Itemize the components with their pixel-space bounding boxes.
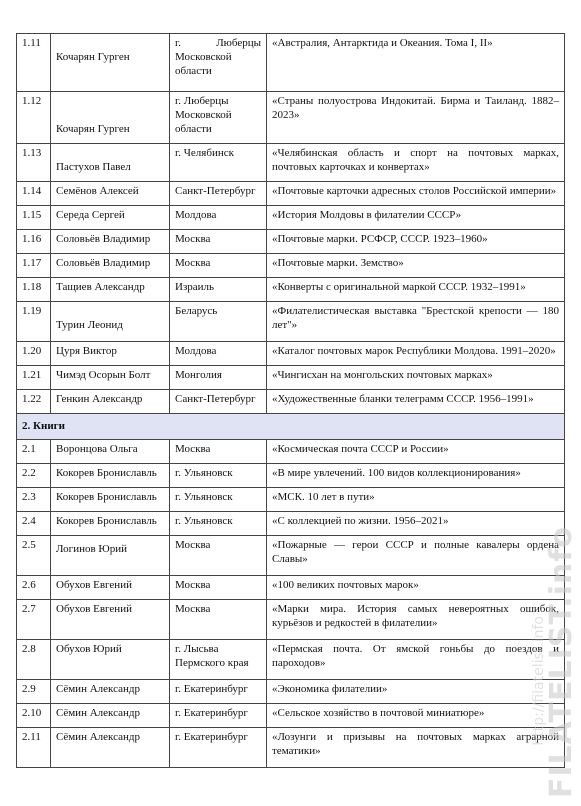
table-row bbox=[17, 182, 565, 206]
row-number: 1.21 bbox=[17, 366, 51, 390]
row-number: 2.4 bbox=[17, 512, 51, 536]
author-city: г. Лысьва Пермского края bbox=[170, 640, 267, 680]
table-row bbox=[17, 464, 565, 488]
row-number: 2.6 bbox=[17, 576, 51, 600]
book-title: «Экономика филателии» bbox=[267, 680, 565, 704]
book-title: «В мире увлечений. 100 видов коллекционирования» bbox=[267, 464, 565, 488]
exhibit-title: «Художественные бланки телеграмм СССР. 1956–1991» bbox=[267, 390, 565, 414]
author-name: Семёнов Алексей bbox=[51, 182, 170, 206]
author-name: Сёмин Александр bbox=[51, 680, 170, 704]
table-row bbox=[17, 366, 565, 390]
author-name: Сёмин Александр bbox=[51, 704, 170, 728]
author-city: г. Екатеринбург bbox=[170, 704, 267, 728]
author-name: Пастухов Павел bbox=[51, 144, 170, 182]
author-name: Логинов Юрий bbox=[51, 536, 170, 576]
exhibit-title: «Почтовые марки. Земство» bbox=[267, 254, 565, 278]
table-row bbox=[17, 92, 565, 144]
author-city: Москва bbox=[170, 440, 267, 464]
author-city: Москва bbox=[170, 600, 267, 640]
author-city: Москва bbox=[170, 254, 267, 278]
author-name: Обухов Евгений bbox=[51, 600, 170, 640]
book-title: «Космическая почта СССР и России» bbox=[267, 440, 565, 464]
author-name: Соловьёв Владимир bbox=[51, 254, 170, 278]
author-name: Кочарян Гурген bbox=[51, 92, 170, 144]
author-name: Кокорев Брониславль bbox=[51, 488, 170, 512]
exhibit-title: «История Молдовы в филателии СССР» bbox=[267, 206, 565, 230]
row-number: 2.11 bbox=[17, 728, 51, 768]
table-row bbox=[17, 254, 565, 278]
exhibit-title: «Конверты с оригинальной маркой СССР. 1932–1991» bbox=[267, 278, 565, 302]
row-number: 2.3 bbox=[17, 488, 51, 512]
author-name: Генкин Александр bbox=[51, 390, 170, 414]
section-header-row bbox=[17, 414, 565, 440]
table-row bbox=[17, 302, 565, 342]
table-row bbox=[17, 278, 565, 302]
author-name: Кочарян Гурген bbox=[51, 34, 170, 92]
table-row bbox=[17, 144, 565, 182]
author-city: Санкт-Петербург bbox=[170, 390, 267, 414]
exhibit-title: «Челябинская область и спорт на почтовых марках, почтовых карточках и конвертах» bbox=[267, 144, 565, 182]
table-row bbox=[17, 576, 565, 600]
row-number: 2.1 bbox=[17, 440, 51, 464]
author-name: Обухов Юрий bbox=[51, 640, 170, 680]
table-row bbox=[17, 680, 565, 704]
exhibits-table bbox=[16, 33, 565, 768]
table-row bbox=[17, 488, 565, 512]
author-city: г. Ульяновск bbox=[170, 488, 267, 512]
author-city: Беларусь bbox=[170, 302, 267, 342]
author-city: Монголия bbox=[170, 366, 267, 390]
author-name: Кокорев Брониславль bbox=[51, 512, 170, 536]
section-title: 2. Книги bbox=[17, 414, 565, 440]
row-number: 2.8 bbox=[17, 640, 51, 680]
author-city: г. Челябинск bbox=[170, 144, 267, 182]
table-row bbox=[17, 704, 565, 728]
table-row bbox=[17, 230, 565, 254]
table-row bbox=[17, 536, 565, 576]
exhibit-title: «Чингисхан на монгольских почтовых марках» bbox=[267, 366, 565, 390]
author-city: г. Ульяновск bbox=[170, 464, 267, 488]
exhibit-title: «Филателистическая выставка "Брестской крепости — 180 лет"» bbox=[267, 302, 565, 342]
author-city: г. Екатеринбург bbox=[170, 728, 267, 768]
table-row bbox=[17, 512, 565, 536]
watermark-url: http://filatelist.info bbox=[531, 616, 547, 746]
book-title: «Пермская почта. От ямской гоньбы до поездов и пароходов» bbox=[267, 640, 565, 680]
author-name: Середа Сергей bbox=[51, 206, 170, 230]
row-number: 1.22 bbox=[17, 390, 51, 414]
row-number: 2.7 bbox=[17, 600, 51, 640]
row-number: 1.17 bbox=[17, 254, 51, 278]
author-name: Чимэд Осорын Болт bbox=[51, 366, 170, 390]
author-city: Санкт-Петербург bbox=[170, 182, 267, 206]
row-number: 1.12 bbox=[17, 92, 51, 144]
author-city: Молдова bbox=[170, 206, 267, 230]
book-title: «С коллекцией по жизни. 1956–2021» bbox=[267, 512, 565, 536]
author-city: Москва bbox=[170, 230, 267, 254]
row-number: 1.20 bbox=[17, 342, 51, 366]
author-name: Воронцова Ольга bbox=[51, 440, 170, 464]
row-number: 2.9 bbox=[17, 680, 51, 704]
author-name: Соловьёв Владимир bbox=[51, 230, 170, 254]
book-title: «Марки мира. История самых невероятных ошибок, курьёзов и редкостей в филателии» bbox=[267, 600, 565, 640]
table-row bbox=[17, 34, 565, 92]
table-row bbox=[17, 206, 565, 230]
table-row bbox=[17, 600, 565, 640]
author-city: Москва bbox=[170, 536, 267, 576]
author-city: г. Люберцы Московской области bbox=[170, 34, 267, 92]
author-name: Цуря Виктор bbox=[51, 342, 170, 366]
row-number: 2.2 bbox=[17, 464, 51, 488]
table-row bbox=[17, 440, 565, 464]
exhibit-title: «Каталог почтовых марок Республики Молдова. 1991–2020» bbox=[267, 342, 565, 366]
author-city: г. Ульяновск bbox=[170, 512, 267, 536]
book-title: «МСК. 10 лет в пути» bbox=[267, 488, 565, 512]
table-row bbox=[17, 342, 565, 366]
author-name: Обухов Евгений bbox=[51, 576, 170, 600]
author-name: Сёмин Александр bbox=[51, 728, 170, 768]
row-number: 1.11 bbox=[17, 34, 51, 92]
exhibit-title: «Австралия, Антарктида и Океания. Тома I, II» bbox=[267, 34, 565, 92]
author-name: Тащиев Александр bbox=[51, 278, 170, 302]
row-number: 2.10 bbox=[17, 704, 51, 728]
author-city: г. Люберцы Московской области bbox=[170, 92, 267, 144]
book-title: «Сельское хозяйство в почтовой миниатюре» bbox=[267, 704, 565, 728]
row-number: 1.15 bbox=[17, 206, 51, 230]
book-title: «Лозунги и призывы на почтовых марках аграрной тематики» bbox=[267, 728, 565, 768]
row-number: 1.19 bbox=[17, 302, 51, 342]
exhibit-title: «Страны полуострова Индокитай. Бирма и Таиланд. 1882–2023» bbox=[267, 92, 565, 144]
table-row bbox=[17, 390, 565, 414]
watermark: FILATELIST.info bbox=[544, 525, 579, 798]
author-name: Кокорев Брониславль bbox=[51, 464, 170, 488]
row-number: 2.5 bbox=[17, 536, 51, 576]
author-city: г. Екатеринбург bbox=[170, 680, 267, 704]
author-name: Турин Леонид bbox=[51, 302, 170, 342]
book-title: «100 великих почтовых марок» bbox=[267, 576, 565, 600]
exhibit-title: «Почтовые карточки адресных столов Российской империи» bbox=[267, 182, 565, 206]
row-number: 1.14 bbox=[17, 182, 51, 206]
row-number: 1.18 bbox=[17, 278, 51, 302]
table-row bbox=[17, 728, 565, 768]
table-row bbox=[17, 640, 565, 680]
author-city: Молдова bbox=[170, 342, 267, 366]
book-title: «Пожарные — герои СССР и полные кавалеры ордена Славы» bbox=[267, 536, 565, 576]
row-number: 1.13 bbox=[17, 144, 51, 182]
row-number: 1.16 bbox=[17, 230, 51, 254]
exhibit-title: «Почтовые марки. РСФСР, СССР. 1923–1960» bbox=[267, 230, 565, 254]
author-city: Москва bbox=[170, 576, 267, 600]
author-city: Израиль bbox=[170, 278, 267, 302]
